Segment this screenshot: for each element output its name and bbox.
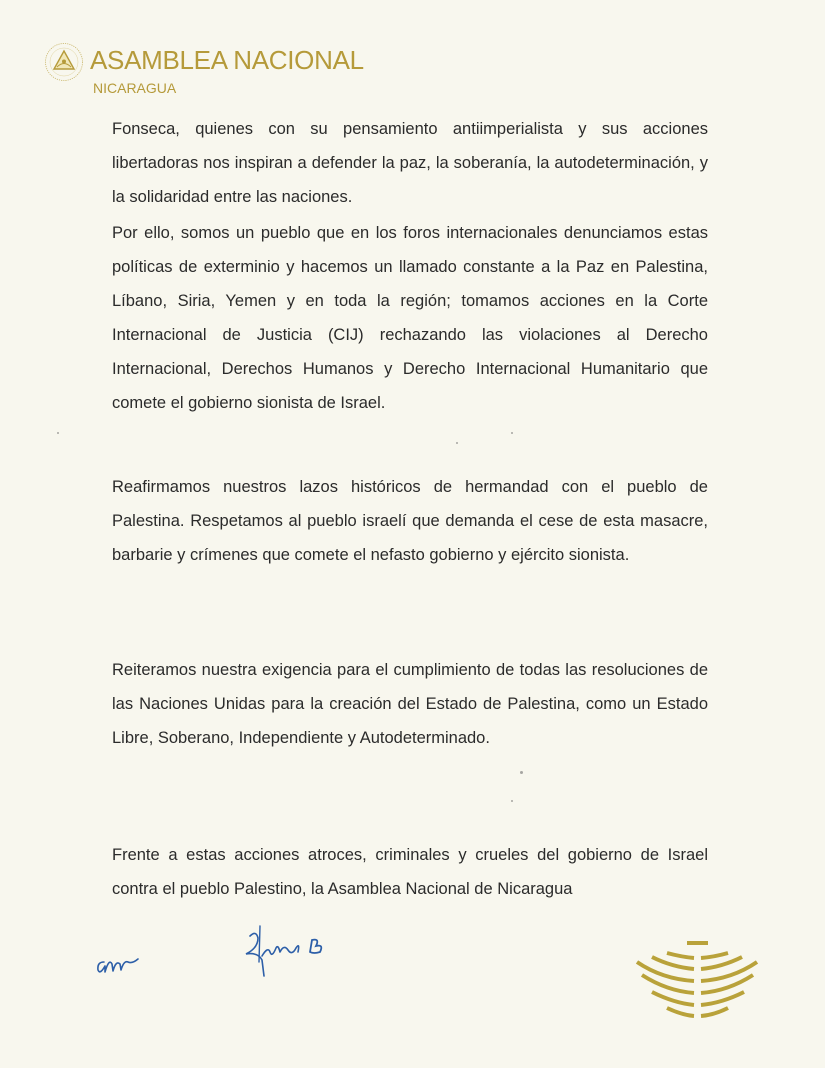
letterhead xyxy=(44,40,364,97)
scan-speck xyxy=(520,771,523,774)
paragraph-5: Frente a estas acciones atroces, criminales y crueles del gobierno de Israel contra el pueblo Palestino, la Asamblea Nacional de Nicaragua xyxy=(112,846,708,898)
paragraph-1: Fonseca, quienes con su pensamiento antiimperialista y sus acciones libertadoras nos inspiran a defender la paz, la soberanía, la autodeterminación, y la solidaridad entre las naciones. xyxy=(112,120,708,206)
letterhead-title: ASAMBLEA NACIONAL xyxy=(90,45,364,75)
paragraph-3: Reafirmamos nuestros lazos históricos de hermandad con el pueblo de Palestina. Respetamos al pueblo israelí que demanda el cese de esta masacre, barbarie y crímenes que comete el nefasto gobierno y ejército sionista. xyxy=(112,478,708,564)
paragraph-4: Reiteramos nuestra exigencia para el cumplimiento de todas las resoluciones de las Naciones Unidas para la creación del Estado de Palestina, como un Estado Libre, Soberano, Independiente y Autodeterminado. xyxy=(112,661,708,747)
assembly-hemicycle-emblem-icon xyxy=(622,935,772,1023)
scan-speck xyxy=(456,442,458,444)
coat-of-arms-seal-icon xyxy=(44,42,84,82)
paragraph-2: Por ello, somos un pueblo que en los foros internacionales denunciamos estas políticas de exterminio y hacemos un llamado constante a la Paz en Palestina, Líbano, Siria, Yemen y en toda la región; tomamos acciones en la Corte Internacional de Justicia (CIJ) rechazando las violaciones al Derecho Internacional, Derechos Humanos y Derecho Internacional Humanitario que comete el gobierno sionista de Israel. xyxy=(112,224,708,412)
initials-signature-icon xyxy=(94,940,144,980)
scan-speck xyxy=(57,432,59,434)
scan-speck xyxy=(511,800,513,802)
full-signature-icon xyxy=(238,922,358,992)
scan-speck xyxy=(511,432,513,434)
letterhead-subtitle: NICARAGUA xyxy=(93,80,177,96)
